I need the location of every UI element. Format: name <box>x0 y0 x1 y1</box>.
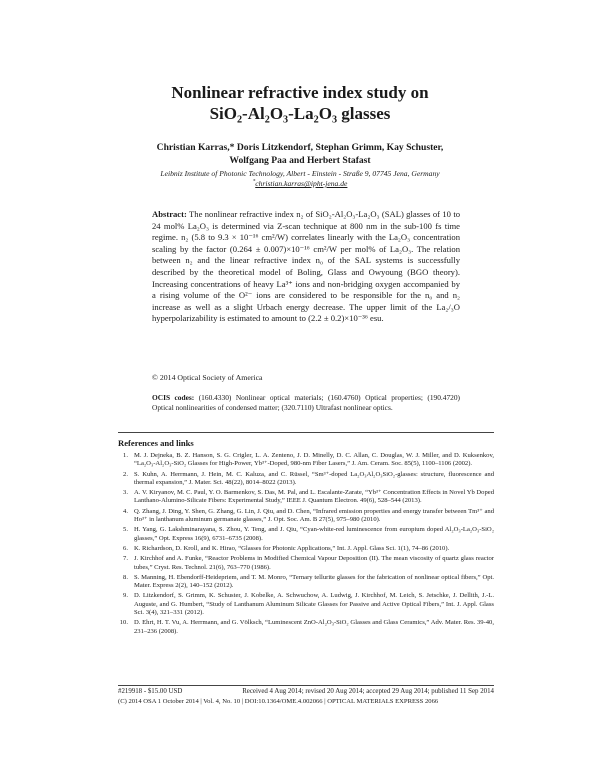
email-line <box>0 179 600 189</box>
reference-number: 2. <box>123 470 128 478</box>
reference-text: S. Kuhn, A. Herrmann, J. Hein, M. C. Kaluza, and C. Rüssel, “Sm³⁺-doped La₂O₃Al₂O₃SiO₂-glasses: structure, fluorescence and thermal expansion,” J. Mater. Sci. 48(22), 8014–8022 (2013). <box>134 470 494 486</box>
reference-number: 9. <box>123 592 128 600</box>
affiliation: Leibniz Institute of Photonic Technology, Albert - Einstein - Straße 9, 07745 Jena, Germany <box>160 169 440 178</box>
reference-number: 7. <box>123 555 128 563</box>
reference-text: Q. Zhang, J. Ding, Y. Shen, G. Zhang, G. Lin, J. Qiu, and D. Chen, “Infrared emission properties and energy transfer between Tm³⁺ and Ho³⁺ in lanthanum aluminum germanate glasses,” J. Opt. Soc. Am. B 27(5), 975–980 (2010). <box>134 507 494 524</box>
reference-number: 6. <box>123 544 128 552</box>
author-line-1: Christian Karras,* Doris Litzkendorf, Stephan Grimm, Kay Schuster, <box>156 142 444 153</box>
abstract <box>152 209 460 325</box>
reference-item <box>118 592 494 617</box>
email-marker: * <box>252 178 256 185</box>
ocis-text: (160.4330) Nonlinear optical materials; (160.4760) Optical properties; (190.4720) Optical nonlinearities of condensed matter; (320.7110) Ultrafast nonlinear optics. <box>152 393 461 412</box>
ocis-label: OCIS codes: <box>152 393 195 402</box>
email-link[interactable]: christian.karras@ipht-jena.de <box>255 179 348 188</box>
author-list <box>0 142 600 167</box>
footer-citation: (C) 2014 OSA 1 October 2014 | Vol. 4, No. 10 | DOI:10.1364/OME.4.002066 | OPTICAL MATERIALS EXPRESS 2066 <box>118 698 439 705</box>
divider-footer <box>118 685 494 686</box>
paper-title-line-1: Nonlinear refractive index study on <box>171 83 429 102</box>
reference-text: K. Richardson, D. Kroll, and K. Hirao, “Glasses for Photonic Applications,” Int. J. Appl. Glass Sci. 1(1), 74–86 (2010). <box>134 544 450 552</box>
divider-top <box>118 432 494 433</box>
reference-item <box>118 574 494 591</box>
reference-text: D. Litzkendorf, S. Grimm, K. Schuster, J. Kobelke, A. Schwuchow, A. Ludwig, J. Kirchhof, M. Leich, S. Jetschke, J. Dellith, J.-L. Auguste, and G. Humbert, “Study of Lanthanum Aluminum Silicate Glasses for Passive and Active Optical Fibers,” Int. J. Appl. Glass Sci. 3(4), 321–331 (2012). <box>134 592 494 617</box>
reference-item <box>118 452 494 469</box>
reference-number: 10. <box>119 619 128 627</box>
reference-text: H. Yang, G. Lakshminarayana, S. Zhou, Y. Teng, and J. Qiu, “Cyan-white-red luminescence from europium doped Al₂O₃-La₂O₃-SiO₂ glasses,” Opt. Express 16(9), 6731–6735 (2008). <box>134 526 494 542</box>
ocis-codes <box>152 393 460 412</box>
footer-id-price: #219918 - $15.00 USD <box>118 688 183 695</box>
reference-item <box>118 471 494 488</box>
copyright: © 2014 Optical Society of America <box>152 373 263 382</box>
abstract-label: Abstract: <box>152 209 187 219</box>
reference-item <box>118 508 494 525</box>
abstract-text: The nonlinear refractive index n₂ of SiO₂-Al₂O₃-La₂O₃ (SAL) glasses of 10 to 24 mol% La₂O₃ is determined via Z-scan technique at 800 nm in the sub-100 fs time regime. n₂ (5.8 to 9.3 × 10⁻¹⁶ cm²/W) correlates linearly with the La₂O₃ concentration scaling by the factor (0.264 ± 0.007)×10⁻¹⁶ cm²/W per mol% of La₂O₃. The relation between n₂ and the linear refractive index n₀ of the SAL systems is successfully described by the theoretical model of Boling, Glass and Owyoung (BGO theory). Increasing concentrations of heavy La³⁺ ions and non-bridging oxygen accompanied by a rising volume of the O²⁻ ions are considered to be responsible for the n₀ and n₂ increase as well as a slight Urbach energy decrease. The upper limit of the La₂/₃O hyperpolarizability is estimated to amount to (2.2 ± 0.2)×10⁻³⁶ esu. <box>152 209 461 324</box>
reference-number: 8. <box>123 573 128 581</box>
footer-line-1 <box>118 687 494 696</box>
reference-number: 4. <box>123 507 128 515</box>
reference-text: J. Kirchhof and A. Funke, “Reactor Problems in Modified Chemical Vapour Deposition (II). The mean viscosity of quartz glass reactor tubes,” Cryst. Res. Technol. 21(6), 763–770 (1986). <box>134 555 494 571</box>
reference-item <box>118 545 494 553</box>
reference-text: D. Ehrt, H. T. Vu, A. Herrmann, and G. Völksch, “Luminescent ZnO-Al₂O₃-SiO₂ Glasses and Glass Ceramics,” Adv. Mater. Res. 39-40, 231–236 (2008). <box>134 619 494 635</box>
author-line-2: Wolfgang Paa and Herbert Stafast <box>229 154 371 166</box>
paper-title-line-2: SiO₂-Al₂O₃-La₂O₃ glasses <box>209 104 391 123</box>
reference-number: 5. <box>123 526 128 534</box>
reference-number: 1. <box>123 452 128 459</box>
footer-dates: Received 4 Aug 2014; revised 20 Aug 2014; accepted 29 Aug 2014; published 11 Sep 2014 <box>242 688 494 695</box>
reference-item <box>118 555 494 572</box>
reference-item <box>118 489 494 506</box>
reference-item <box>118 526 494 543</box>
reference-number: 3. <box>123 489 128 497</box>
reference-text: M. J. Dejneka, B. Z. Hanson, S. G. Crigler, L. A. Zenteno, J. D. Minelly, D. C. Allan, C. Douglas, W. J. Miller, and D. Kuksenkov, “La₂O₃-Al₂O₃-SiO₂ Glasses for High-Power, Yb³⁺-Doped, 980-nm Fiber Lasers,” J. Am. Ceram. Soc. 85(5), 1100–1106 (2002). <box>134 452 494 468</box>
reference-text: A. V. Kiryanov, M. C. Paul, Y. O. Barmenkov, S. Das, M. Pal, and L. Escalante-Zarate, “Yb³⁺ Concentration Effects in Novel Yb Doped Lanthano-Alumino-Silicate Fibers: Experimental Study,” IEEE J. Quantum Electron. 49(6), 528–544 (2013). <box>134 489 494 505</box>
references-heading: References and links <box>118 438 194 448</box>
reference-text: S. Manning, H. Ebendorff-Heidepriem, and T. M. Monro, “Ternary tellurite glasses for the fabrication of nonlinear optical fibers,” Opt. Mater. Express 2(2), 140–152 (2012). <box>134 573 494 590</box>
reference-item <box>118 619 494 636</box>
reference-list <box>118 452 494 638</box>
